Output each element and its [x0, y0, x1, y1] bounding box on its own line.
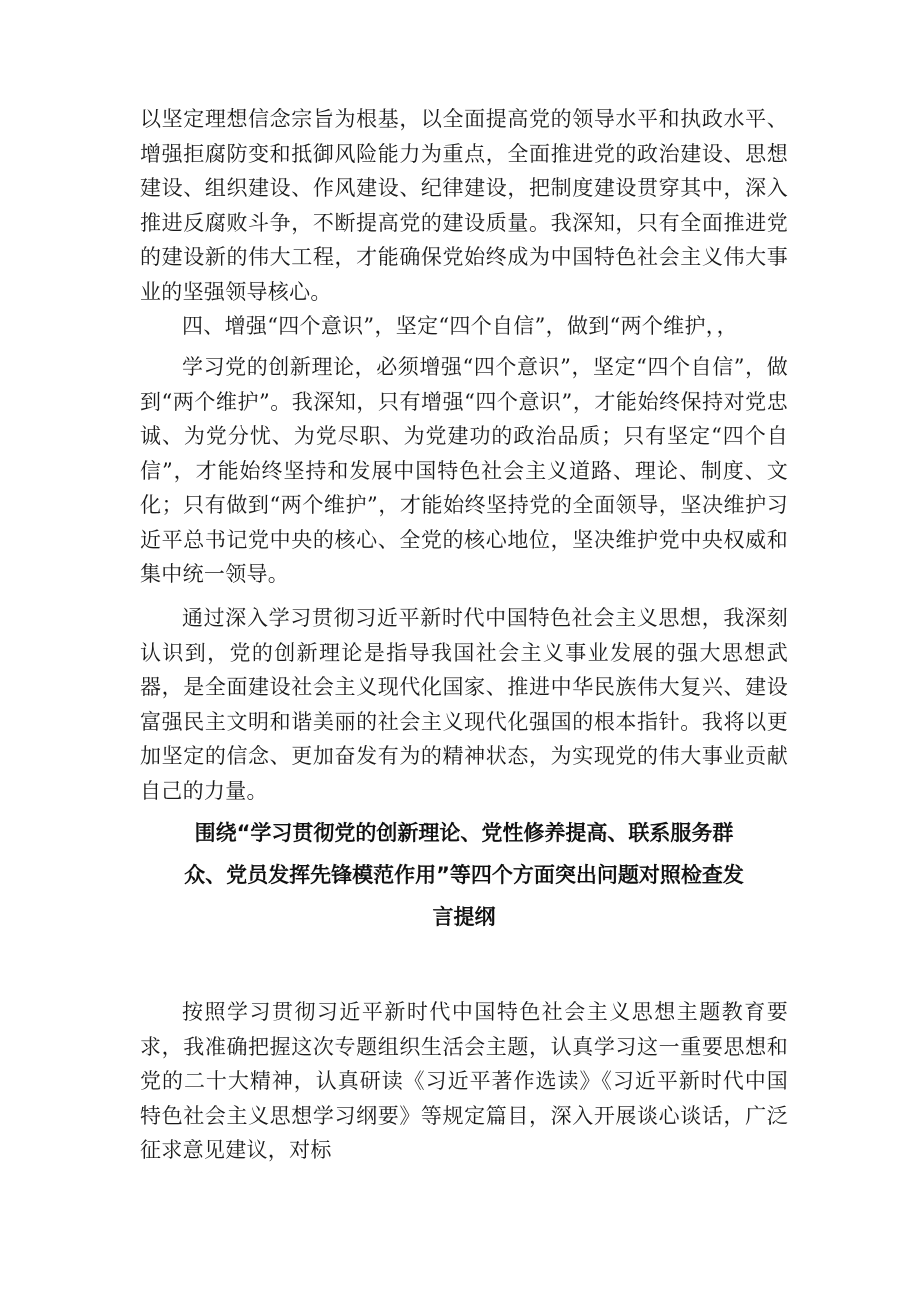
body-paragraph-intro: 按照学习贯彻习近平新时代中国特色社会主义思想主题教育要求，我准确把握这次专题组织生活会主题，认真学习这一重要思想和党的二十大精神，认真研读《习近平著作选读》《习近平新时代中国特色社会主义思想学习纲要》等规定篇目，深入开展谈心谈话，广泛征求意见建议，对标: [140, 1000, 788, 1162]
body-paragraph-party-building: 以坚定理想信念宗旨为根基，以全面提高党的领导水平和执政水平、增强拒腐防变和抵御风险能力为重点，全面推进党的政治建设、思想建设、组织建设、作风建设、纪律建设，把制度建设贯穿其中，深入推进反腐败斗争，不断提高党的建设质量。我深知，只有全面推进党的建设新的伟大工程，才能确保党始终成为中国特色社会主义伟大事业的坚强领导核心。: [140, 107, 788, 304]
body-paragraph-conclusion: 通过深入学习贯彻习近平新时代中国特色社会主义思想，我深刻认识到，党的创新理论是指导我国社会主义事业发展的强大思想武器，是全面建设社会主义现代化国家、推进中华民族伟大复兴、建设富强民主文明和谐美丽的社会主义现代化强国的根本指针。我将以更加坚定的信念、更加奋发有为的精神状态，为实现党的伟大事业贡献自己的力量。: [140, 606, 788, 803]
title-line-2: 众、党员发挥先锋模范作用”等四个方面突出问题对照检查发: [184, 863, 744, 887]
section-heading-four-consciousness: 四、增强“四个意识”，坚定“四个自信”，做到“两个维护，，: [182, 314, 738, 338]
document-title: [140, 812, 788, 938]
title-line-1: 围绕“学习贯彻党的创新理论、党性修养提高、联系服务群: [194, 821, 734, 845]
body-paragraph-four-consciousness: 学习党的创新理论，必须增强“四个意识”，坚定“四个自信”，做到“两个维护”。我深知，只有增强“四个意识”，才能始终保持对党忠诚、为党分忧、为党尽职、为党建功的政治品质；只有坚定“四个自信”，才能始终坚持和发展中国特色社会主义道路、理论、制度、文化；只有做到“两个维护”，才能始终坚持党的全面领导，坚决维护习近平总书记党中央的核心、全党的核心地位，坚决维护党中央权威和集中统一领导。: [140, 355, 788, 586]
title-line-3: 言提纲: [432, 905, 496, 929]
